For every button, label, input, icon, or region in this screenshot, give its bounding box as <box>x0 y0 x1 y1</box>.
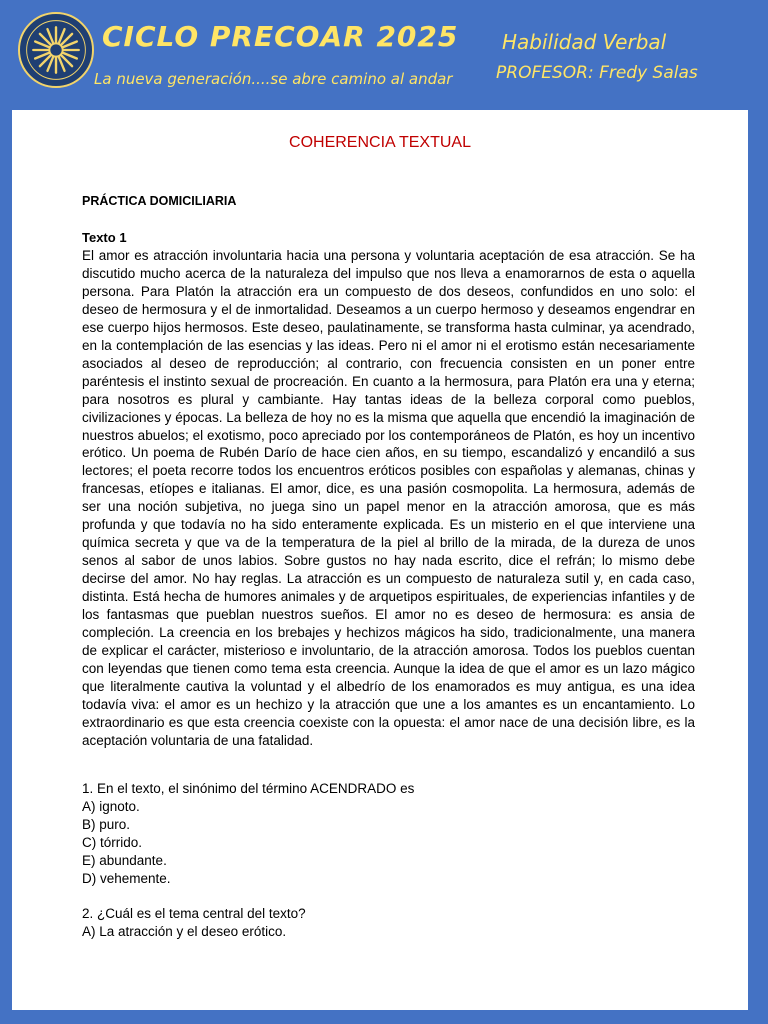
professor-label: PROFESOR: Fredy Salas <box>496 63 698 83</box>
question-1 <box>82 780 702 888</box>
section-heading: PRÁCTICA DOMICILIARIA <box>82 194 237 208</box>
header-band <box>0 0 768 108</box>
subject-label: Habilidad Verbal <box>502 30 667 54</box>
question-2 <box>82 905 702 941</box>
document-page <box>12 110 748 1010</box>
reading-passage: El amor es atracción involuntaria hacia una persona y voluntaria aceptación de esa atracción. Se ha discutido mucho acerca de la naturaleza del impulso que nos lleva a enamorarnos de esta o aquella persona. Para Platón la atracción era un compuesto de dos deseos, confundidos en uno solo: el deseo de hermosura y el de inmortalidad. Deseamos a un cuerpo hermoso y deseamos engendrar en ese cuerpo hijos hermosos. Este deseo, paulatinamente, se transforma hasta culminar, ya acendrado, en la contemplación de las esencias y las ideas. Pero ni el amor ni el erotismo están necesariamente asociados al deseo de reproducción; al contrario, con frecuencia consisten en un poner entre paréntesis el instinto sexual de procreación. En cuanto a la hermosura, para Platón era una y eterna; para nosotros es plural y cambiante. Hay tantas ideas de la belleza corporal como pueblos, civilizaciones y épocas. La belleza de hoy no es la misma que aquella que encendió la imaginación de nuestros abuelos; el exotismo, poco apreciado por los contemporáneos de Platón, es hoy un incentivo erótico. Un poema de Rubén Darío de hace cien años, en su tiempo, escandalizó y encandiló a sus lectores; el poeta recorre todos los encuentros eróticos posibles con españolas y alemanas, chinas y francesas, etíopes e italianas. El amor, dice, es una pasión cosmopolita. La hermosura, además de ser una noción subjetiva, no juega sino un papel menor en la atracción amorosa, que es más profunda y que todavía no ha sido enteramente explicada. Es un misterio en el que interviene una química secreta y que va de la temperatura de la piel al brillo de la mirada, de la dureza de unos senos al sabor de unos labios. Sobre gustos no hay nada escrito, dice el refrán; lo mismo debe decirse del amor. No hay reglas. La atracción es un compuesto de naturaleza sutil y, en cada caso, distinta. Está hecha de humores animales y de arquetipos espirituales, de experiencias infantiles y de los fantasmas que pueblan nuestros sueños. El amor no es deseo de hermosura: es ansia de compleción. La creencia en los brebajes y hechizos mágicos ha sido, tradicionalmente, una manera de explicar el carácter, misterioso e involuntario, de la atracción amorosa. Todos los pueblos cuentan con leyendas que tienen como tema esta creencia. Aunque la idea de que el amor es un lazo mágico que literalmente cautiva la voluntad y el albedrío de los enamorados es muy antigua, es una idea todavía viva: el amor es un hechizo y la atracción que une a los amantes es un encantamiento. Lo extraordinario es que esta creencia coexiste con la opuesta: el amor nace de una decisión libre, es la aceptación voluntaria de una fatalidad. <box>82 248 695 748</box>
text-label: Texto 1 <box>82 230 127 245</box>
answer-option: B) puro. <box>82 817 131 832</box>
brand-slogan: La nueva generación....se abre camino al andar <box>94 70 453 88</box>
question-stem: 2. ¿Cuál es el tema central del texto? <box>82 906 306 921</box>
sun-emblem-icon <box>18 12 94 88</box>
answer-option: A) La atracción y el deseo erótico. <box>82 924 287 939</box>
answer-option: C) tórrido. <box>82 835 143 850</box>
brand-title: CICLO PRECOAR 2025 <box>102 20 459 53</box>
answer-option: A) ignoto. <box>82 799 140 814</box>
answer-option: D) vehemente. <box>82 871 171 886</box>
question-stem: 1. En el texto, el sinónimo del término ACENDRADO es <box>82 781 415 796</box>
page-title: COHERENCIA TEXTUAL <box>289 134 471 151</box>
answer-option: E) abundante. <box>82 853 167 868</box>
